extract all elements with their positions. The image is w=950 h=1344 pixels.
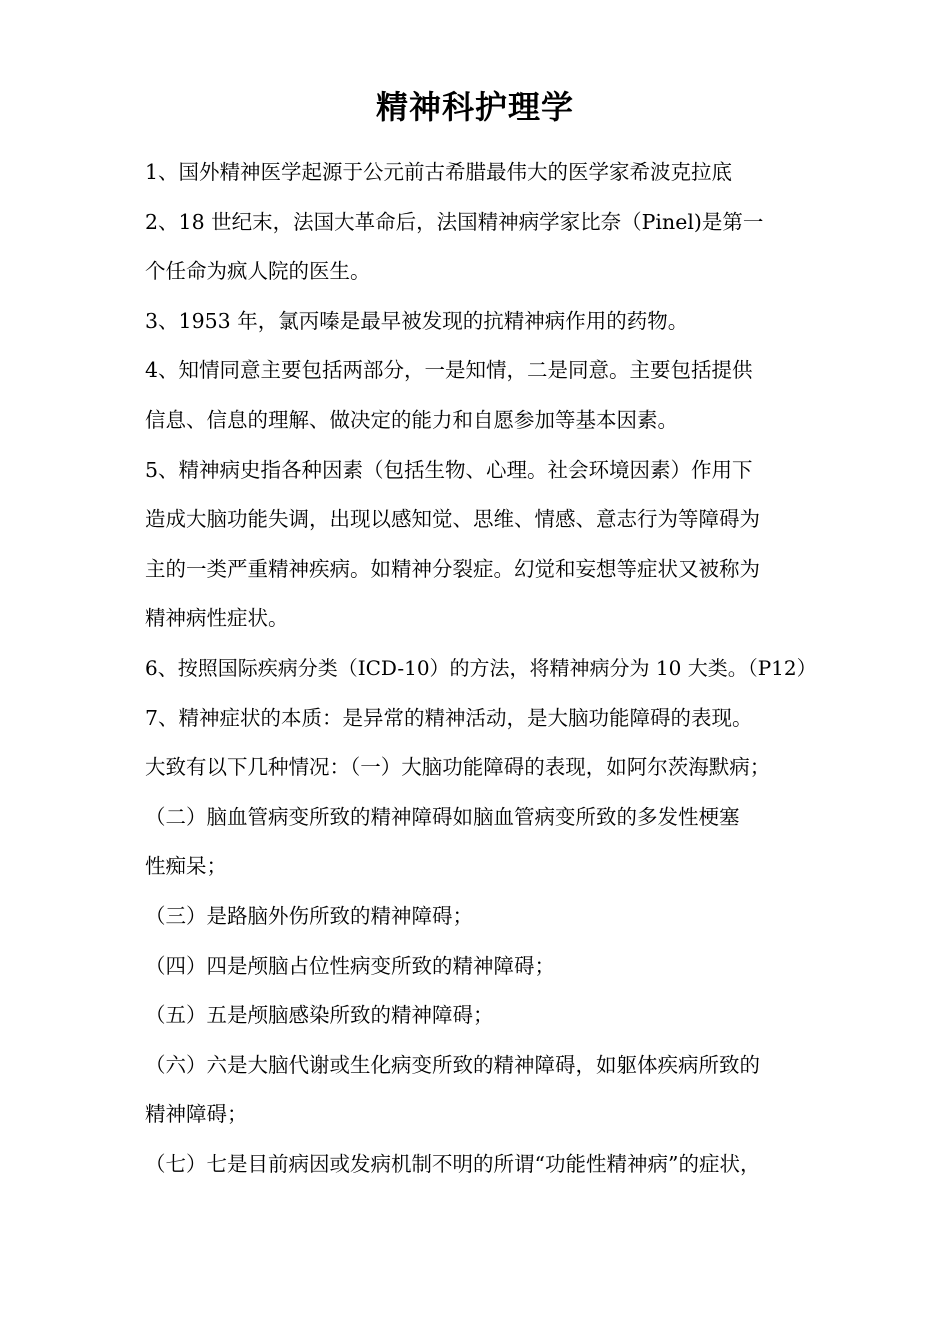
text-line-2: 2、18 世纪末，法国大革命后，法国精神病学家比奈（Pinel)是第一 [145,209,764,234]
text-line-15: 性痴呆； [145,854,227,879]
page-title: 精神科护理学 [375,88,574,126]
text-line-9: 主的一类严重精神疾病。如精神分裂症。幻觉和妄想等症状又被称为 [145,556,760,581]
text-line-14: （二）脑血管病变所致的精神障碍如脑血管病变所致的多发性梗塞 [145,804,740,829]
text-line-6: 信息、信息的理解、做决定的能力和自愿参加等基本因素。 [145,407,678,432]
text-line-20: 精神障碍； [145,1102,248,1127]
text-line-1: 1、国外精神医学起源于公元前古希腊最伟大的医学家希波克拉底 [145,160,733,184]
text-line-17: （四）四是颅脑占位性病变所致的精神障碍； [145,953,555,978]
text-line-21: （七）七是目前病因或发病机制不明的所谓“功能性精神病”的症状， [145,1151,761,1176]
document-body [145,148,817,1189]
text-line-11: 6、按照国际疾病分类（ICD-10）的方法，将精神病分为 10 大类。（P12） [145,655,817,680]
text-line-16: （三）是路脑外伤所致的精神障碍； [145,903,473,928]
text-line-7: 5、精神病史指各种因素（包括生物、心理。社会环境因素）作用下 [145,457,753,482]
text-line-12: 7、精神症状的本质：是异常的精神活动，是大脑功能障碍的表现。 [145,705,753,730]
text-line-5: 4、知情同意主要包括两部分，一是知情，二是同意。主要包括提供 [145,358,753,383]
text-line-18: （五）五是颅脑感染所致的精神障碍； [145,1003,494,1028]
text-line-19: （六）六是大脑代谢或生化病变所致的精神障碍，如躯体疾病所致的 [145,1052,760,1077]
text-line-4: 3、1953 年，氯丙嗪是最早被发现的抗精神病作用的药物。 [145,308,689,333]
text-line-10: 精神病性症状。 [145,606,289,631]
text-line-13: 大致有以下几种情况：（一）大脑功能障碍的表现，如阿尔茨海默病； [145,755,771,780]
text-line-8: 造成大脑功能失调，出现以感知觉、思维、情感、意志行为等障碍为 [145,507,760,532]
text-line-3: 个任命为疯人院的医生。 [145,259,371,284]
